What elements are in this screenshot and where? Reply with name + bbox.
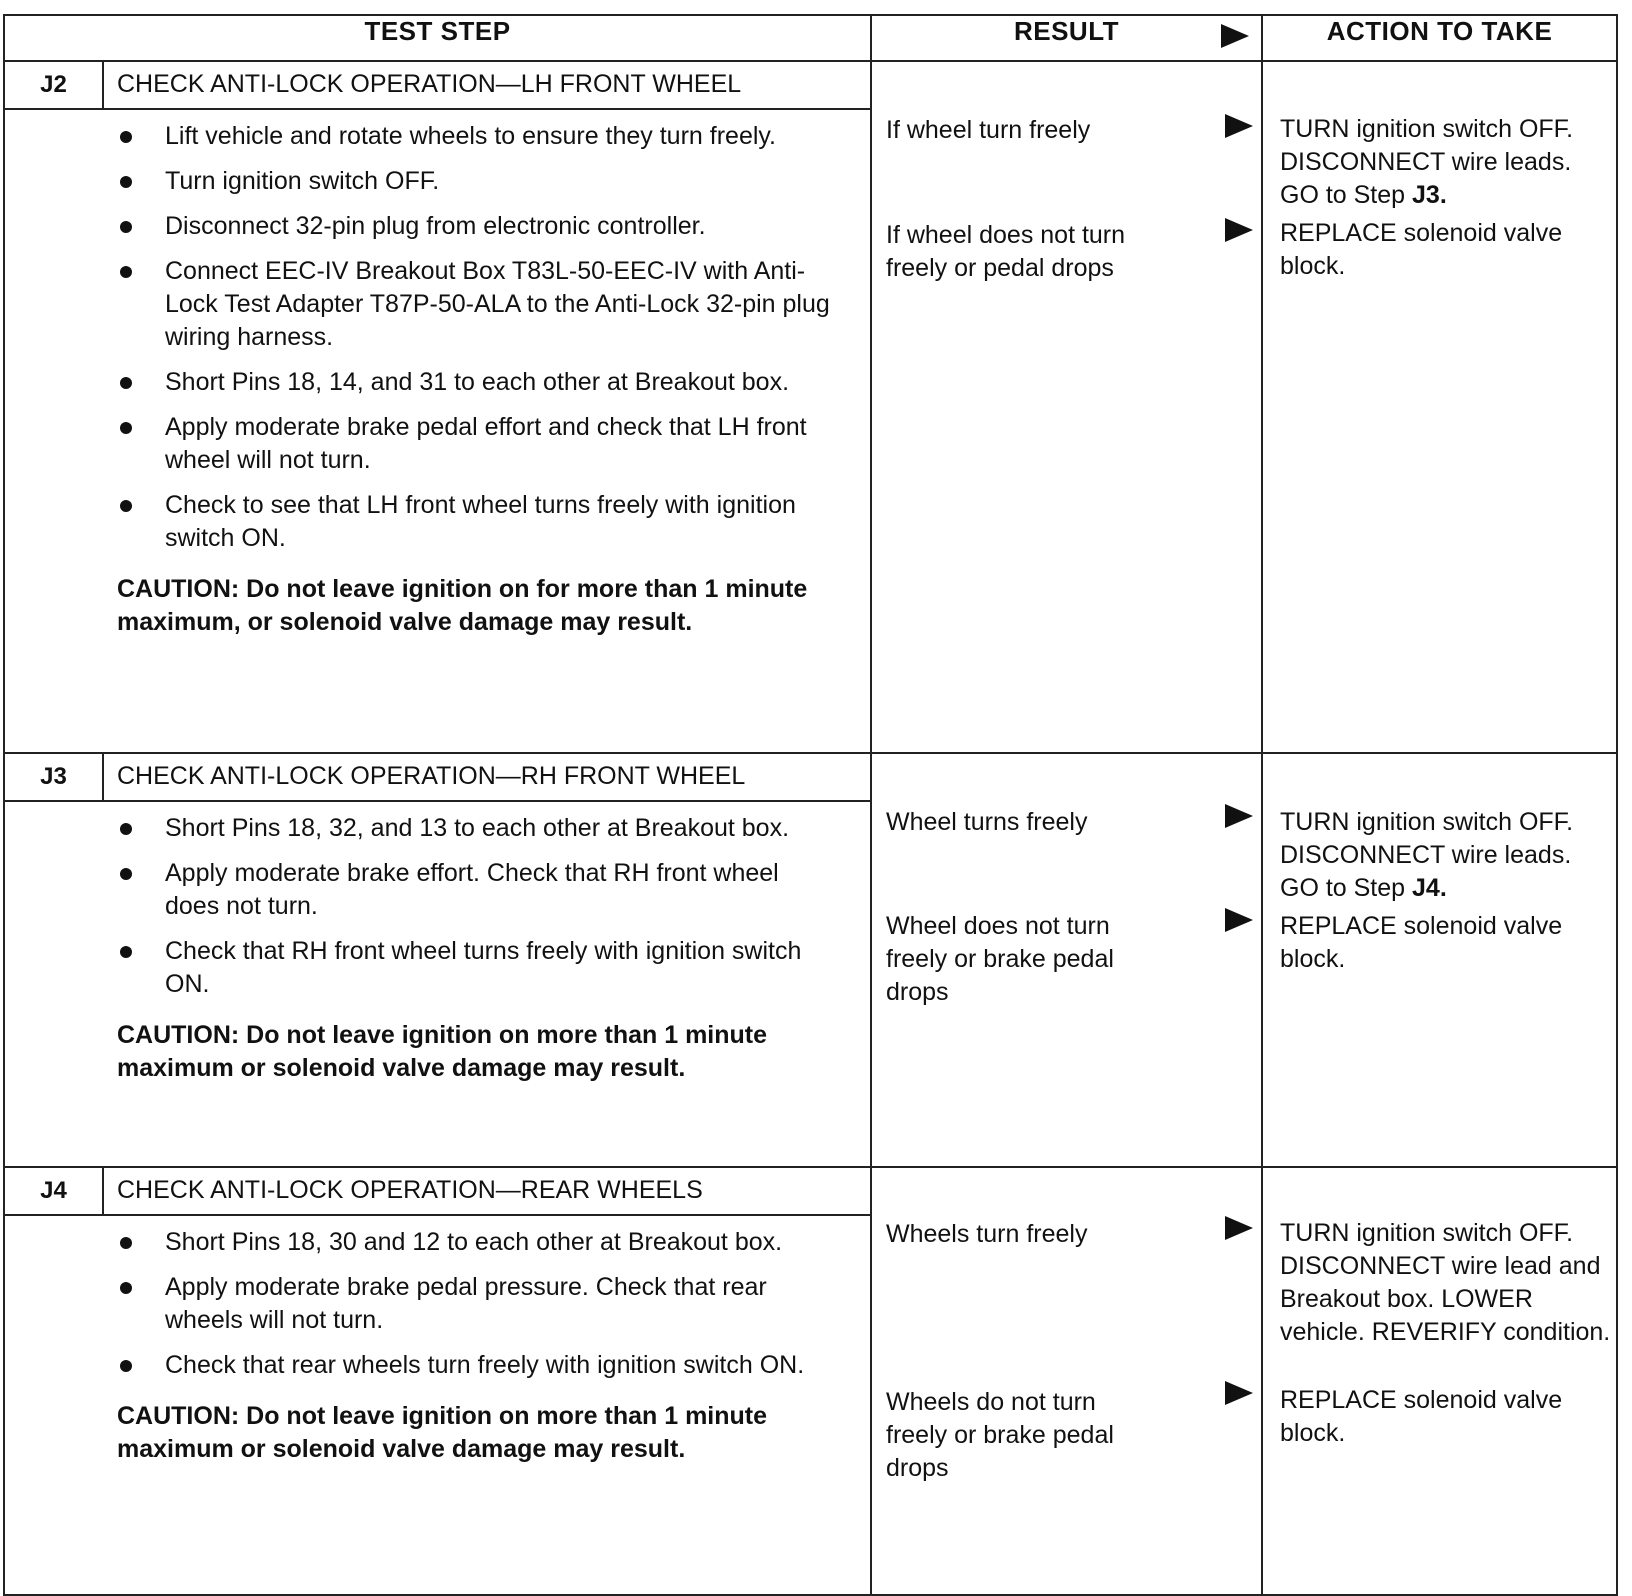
bullet-text: Lift vehicle and rotate wheels to ensure they turn freely. xyxy=(165,121,776,150)
action-text: TURN ignition switch OFF. DISCONNECT wire lead and Breakout box. LOWER vehicle. REVERIFY condition. xyxy=(1280,1218,1611,1346)
step-header xyxy=(5,754,870,802)
bullet-text: Check that rear wheels turn freely with ignition switch ON. xyxy=(165,1350,805,1379)
step-body xyxy=(5,110,870,653)
arrow-right-icon xyxy=(1225,1381,1253,1405)
bullet-text: Apply moderate brake pedal pressure. Check that rear wheels will not turn. xyxy=(165,1272,767,1334)
action-text-main: TURN ignition switch OFF. DISCONNECT wire leads. GO to Step xyxy=(1280,807,1574,902)
action-text xyxy=(1280,113,1615,212)
list-item xyxy=(5,489,834,555)
result-text: Wheels do not turn freely or brake pedal drops xyxy=(886,1387,1114,1482)
bullet-dot-icon xyxy=(120,823,132,835)
arrow-right-icon xyxy=(1225,114,1253,138)
step-title: CHECK ANTI-LOCK OPERATION—REAR WHEELS xyxy=(117,1176,703,1205)
header-action: ACTION TO TAKE xyxy=(1262,15,1617,61)
step-cell xyxy=(4,61,871,753)
header-test-step: TEST STEP xyxy=(4,15,871,61)
bullet-dot-icon xyxy=(120,422,132,434)
action-text: REPLACE solenoid valve block. xyxy=(1280,218,1563,280)
step-id: J2 xyxy=(5,62,104,108)
header-row xyxy=(4,15,1617,61)
diagnostic-table-wrapper xyxy=(3,14,1616,1596)
step-id: J4 xyxy=(5,1168,104,1214)
step-header xyxy=(5,1168,870,1216)
step-reference: J3. xyxy=(1412,180,1447,209)
bullet-text: Check that RH front wheel turns freely with ignition switch ON. xyxy=(165,936,802,998)
caution-note: CAUTION: Do not leave ignition on more than 1 minute maximum or solenoid valve damage may result. xyxy=(117,1020,768,1082)
result-text: If wheel does not turn freely or pedal drops xyxy=(886,220,1126,282)
list-item xyxy=(5,366,834,399)
caution-note: CAUTION: Do not leave ignition on for more than 1 minute maximum, or solenoid valve damage may result. xyxy=(117,574,808,636)
bullet-dot-icon xyxy=(120,221,132,233)
header-result xyxy=(871,15,1262,61)
step-body xyxy=(5,1216,870,1480)
bullet-text: Disconnect 32-pin plug from electronic controller. xyxy=(165,211,706,240)
result-text: Wheel does not turn freely or brake pedal drops xyxy=(886,911,1114,1006)
list-item xyxy=(5,411,834,477)
diagnostic-table xyxy=(3,14,1618,1596)
result-text: Wheels turn freely xyxy=(886,1219,1088,1248)
list-item xyxy=(5,812,834,845)
bullet-dot-icon xyxy=(120,377,132,389)
action-text: REPLACE solenoid valve block. xyxy=(1280,911,1563,973)
bullet-text: Turn ignition switch OFF. xyxy=(165,166,440,195)
step-cell xyxy=(4,753,871,1167)
action-cell xyxy=(1262,1167,1617,1595)
bullet-text: Short Pins 18, 32, and 13 to each other at Breakout box. xyxy=(165,813,790,842)
action-text xyxy=(1280,806,1615,905)
list-item xyxy=(5,210,834,243)
result-cell xyxy=(871,61,1262,753)
action-cell xyxy=(1262,61,1617,753)
bullet-dot-icon xyxy=(120,1237,132,1249)
bullet-text: Apply moderate brake pedal effort and check that LH front wheel will not turn. xyxy=(165,412,807,474)
bullet-text: Short Pins 18, 30 and 12 to each other at Breakout box. xyxy=(165,1227,783,1256)
arrow-right-icon xyxy=(1225,1216,1253,1240)
result-text: Wheel turns freely xyxy=(886,807,1088,836)
bullet-dot-icon xyxy=(120,1282,132,1294)
table-row xyxy=(4,61,1617,753)
step-title: CHECK ANTI-LOCK OPERATION—LH FRONT WHEEL xyxy=(117,70,742,99)
bullet-text: Check to see that LH front wheel turns freely with ignition switch ON. xyxy=(165,490,796,552)
list-item xyxy=(5,255,834,354)
header-result-label: RESULT xyxy=(1013,16,1120,46)
list-item xyxy=(5,857,834,923)
list-item xyxy=(5,1226,834,1259)
bullet-dot-icon xyxy=(120,868,132,880)
step-reference: J4. xyxy=(1412,873,1447,902)
action-text-main: TURN ignition switch OFF. DISCONNECT wire leads. GO to Step xyxy=(1280,114,1574,209)
step-id: J3 xyxy=(5,754,104,800)
arrow-right-icon xyxy=(1221,24,1249,48)
bullet-dot-icon xyxy=(120,266,132,278)
bullet-text: Connect EEC-IV Breakout Box T83L-50-EEC-IV with Anti-Lock Test Adapter T87P-50-ALA to the Anti-Lock 32-pin plug wiring harness. xyxy=(165,256,830,351)
list-item xyxy=(5,120,834,153)
list-item xyxy=(5,1349,834,1382)
bullet-dot-icon xyxy=(120,1360,132,1372)
result-cell xyxy=(871,753,1262,1167)
action-text: REPLACE solenoid valve block. xyxy=(1280,1385,1563,1447)
bullet-text: Apply moderate brake effort. Check that RH front wheel does not turn. xyxy=(165,858,779,920)
bullet-dot-icon xyxy=(120,500,132,512)
list-item xyxy=(5,1271,834,1337)
list-item xyxy=(5,165,834,198)
result-text: If wheel turn freely xyxy=(886,115,1091,144)
step-body xyxy=(5,802,870,1099)
bullet-dot-icon xyxy=(120,131,132,143)
table-row xyxy=(4,753,1617,1167)
step-header xyxy=(5,62,870,110)
action-cell xyxy=(1262,753,1617,1167)
arrow-right-icon xyxy=(1225,218,1253,242)
bullet-text: Short Pins 18, 14, and 31 to each other at Breakout box. xyxy=(165,367,790,396)
list-item xyxy=(5,935,834,1001)
result-cell xyxy=(871,1167,1262,1595)
arrow-right-icon xyxy=(1225,908,1253,932)
bullet-dot-icon xyxy=(120,176,132,188)
arrow-right-icon xyxy=(1225,804,1253,828)
bullet-dot-icon xyxy=(120,946,132,958)
step-cell xyxy=(4,1167,871,1595)
caution-note: CAUTION: Do not leave ignition on more than 1 minute maximum or solenoid valve damage may result. xyxy=(117,1401,768,1463)
step-title: CHECK ANTI-LOCK OPERATION—RH FRONT WHEEL xyxy=(117,762,746,791)
table-row xyxy=(4,1167,1617,1595)
